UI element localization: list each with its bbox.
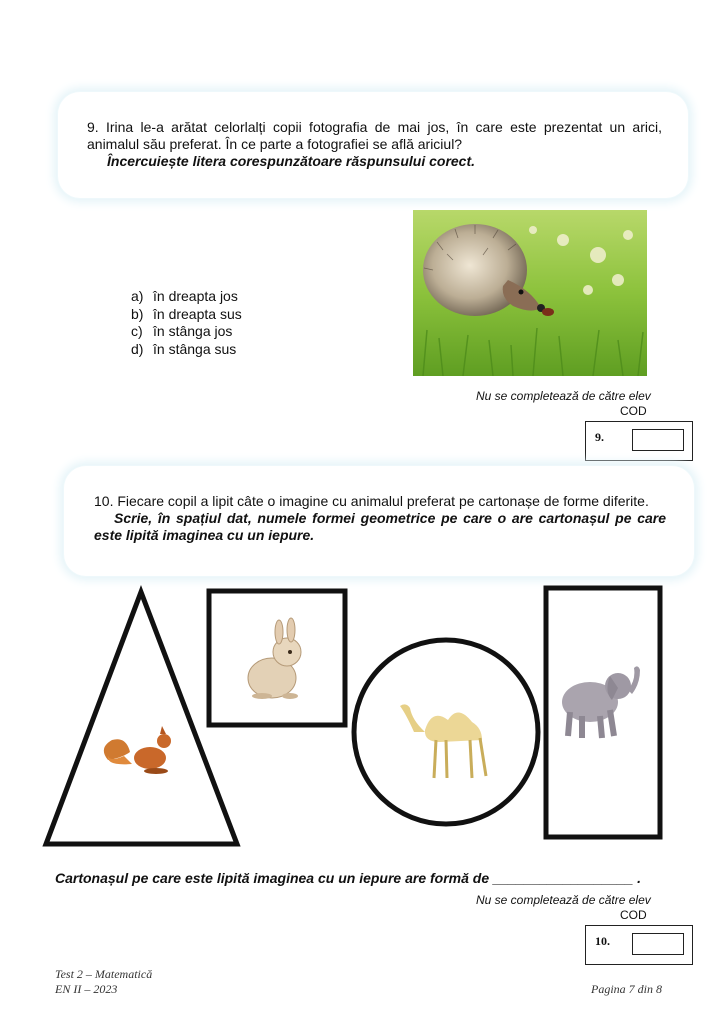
question-9-cod-label: COD — [620, 404, 647, 418]
option-a[interactable]: a) în dreapta jos — [131, 288, 238, 304]
question-9-not-completed: Nu se completează de către elev — [476, 389, 651, 403]
question-10-answer-line[interactable]: Cartonașul pe care este lipită imaginea cu un iepure are formă de __________________ . — [55, 870, 641, 886]
question-9-instruction: Încercuiește litera corespunzătoare răspunsului corect. — [107, 153, 476, 169]
question-9-box-number: 9. — [595, 430, 604, 444]
footer-page-number: Pagina 7 din 8 — [591, 982, 662, 996]
footer-test-title: Test 2 – Matematică — [55, 967, 153, 981]
footer-exam-name: EN II – 2023 — [55, 982, 118, 996]
question-9-text: 9. Irina le-a arătat celorlalți copii fotografia de mai jos, în care este prezentat un arici, animalul său preferat. În ce parte a fotografiei se află ariciul? — [87, 119, 662, 152]
question-10-code-box — [585, 925, 693, 965]
question-10-not-completed: Nu se completează de către elev — [476, 893, 651, 907]
question-9-code-box — [585, 421, 693, 461]
hedgehog-photo — [413, 210, 647, 376]
option-d[interactable]: d) în stânga sus — [131, 340, 237, 357]
question-10-box-number: 10. — [595, 934, 610, 948]
question-9-options — [131, 288, 331, 358]
option-b[interactable]: b) în dreapta sus — [131, 305, 242, 322]
question-10-cod-label: COD — [620, 908, 647, 922]
question-9-code-input[interactable] — [632, 429, 684, 451]
shapes-figure — [0, 580, 725, 850]
question-10-instruction: Scrie, în spațiul dat, numele formei geometrice pe care o are cartonașul pe care este lipită imaginea cu un iepure. — [94, 510, 666, 543]
hedgehog-icon — [413, 210, 647, 376]
option-c[interactable]: c) în stânga jos — [131, 323, 233, 339]
question-10-text: 10. Fiecare copil a lipit câte o imagine cu animalul preferat pe cartonașe de forme diferite. — [94, 493, 649, 509]
question-10-code-input[interactable] — [632, 933, 684, 955]
